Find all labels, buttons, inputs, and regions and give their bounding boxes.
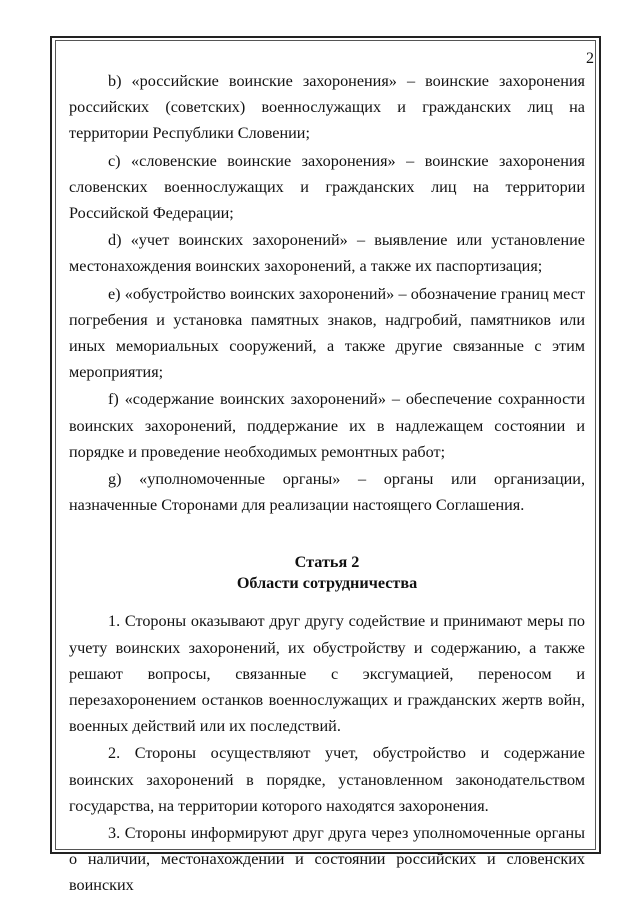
article-heading [69,552,585,594]
clause-3: 3. Стороны информируют друг друга через уполномоченные органы о наличии, местонахождении и состоянии российских и словенских воинских [69,824,585,895]
clause-1: 1. Стороны оказывают друг другу содействие и принимают меры по учету воинских захоронений, их обустройству и содержанию, а также решают вопросы, связанные с эксгумацией, переносом и перезахоронением останков военнослужащих и гражданских жертв войн, военных действий или их последствий. [69,612,585,736]
article-title: Области сотрудничества [236,574,418,593]
article-number: Статья 2 [294,553,360,572]
page-number: 2 [586,50,594,67]
clause-2: 2. Стороны осуществляют учет, обустройство и содержание воинских захоронений в порядке, установленном законодательством государства, на территории которого находятся захоронения. [69,744,585,815]
definition-e: e) «обустройство воинских захоронений» – обозначение границ мест погребения и установка памятных знаков, надгробий, памятников или иных мемориальных сооружений, а также другие связанные с этим мероприятия; [69,284,585,382]
definition-b: b) «российские воинские захоронения» – воинские захоронения российских (советских) военнослужащих и гражданских лиц на территории Республики Словении; [69,72,585,143]
definition-c: c) «словенские воинские захоронения» – воинские захоронения словенских военнослужащих и гражданских лиц на территории Российской Федерации; [69,151,585,223]
document-body [69,68,585,900]
definition-f: f) «содержание воинских захоронений» – обеспечение сохранности воинских захоронений, поддержание их в надлежащем состоянии и порядке и проведение необходимых ремонтных работ; [69,390,585,461]
definition-d: d) «учет воинских захоронений» – выявление или установление местонахождения воинских захоронений, а также их паспортизация; [69,231,585,276]
definition-g: g) «уполномоченные органы» – органы или организации, назначенные Сторонами для реализации настоящего Соглашения. [69,470,585,515]
